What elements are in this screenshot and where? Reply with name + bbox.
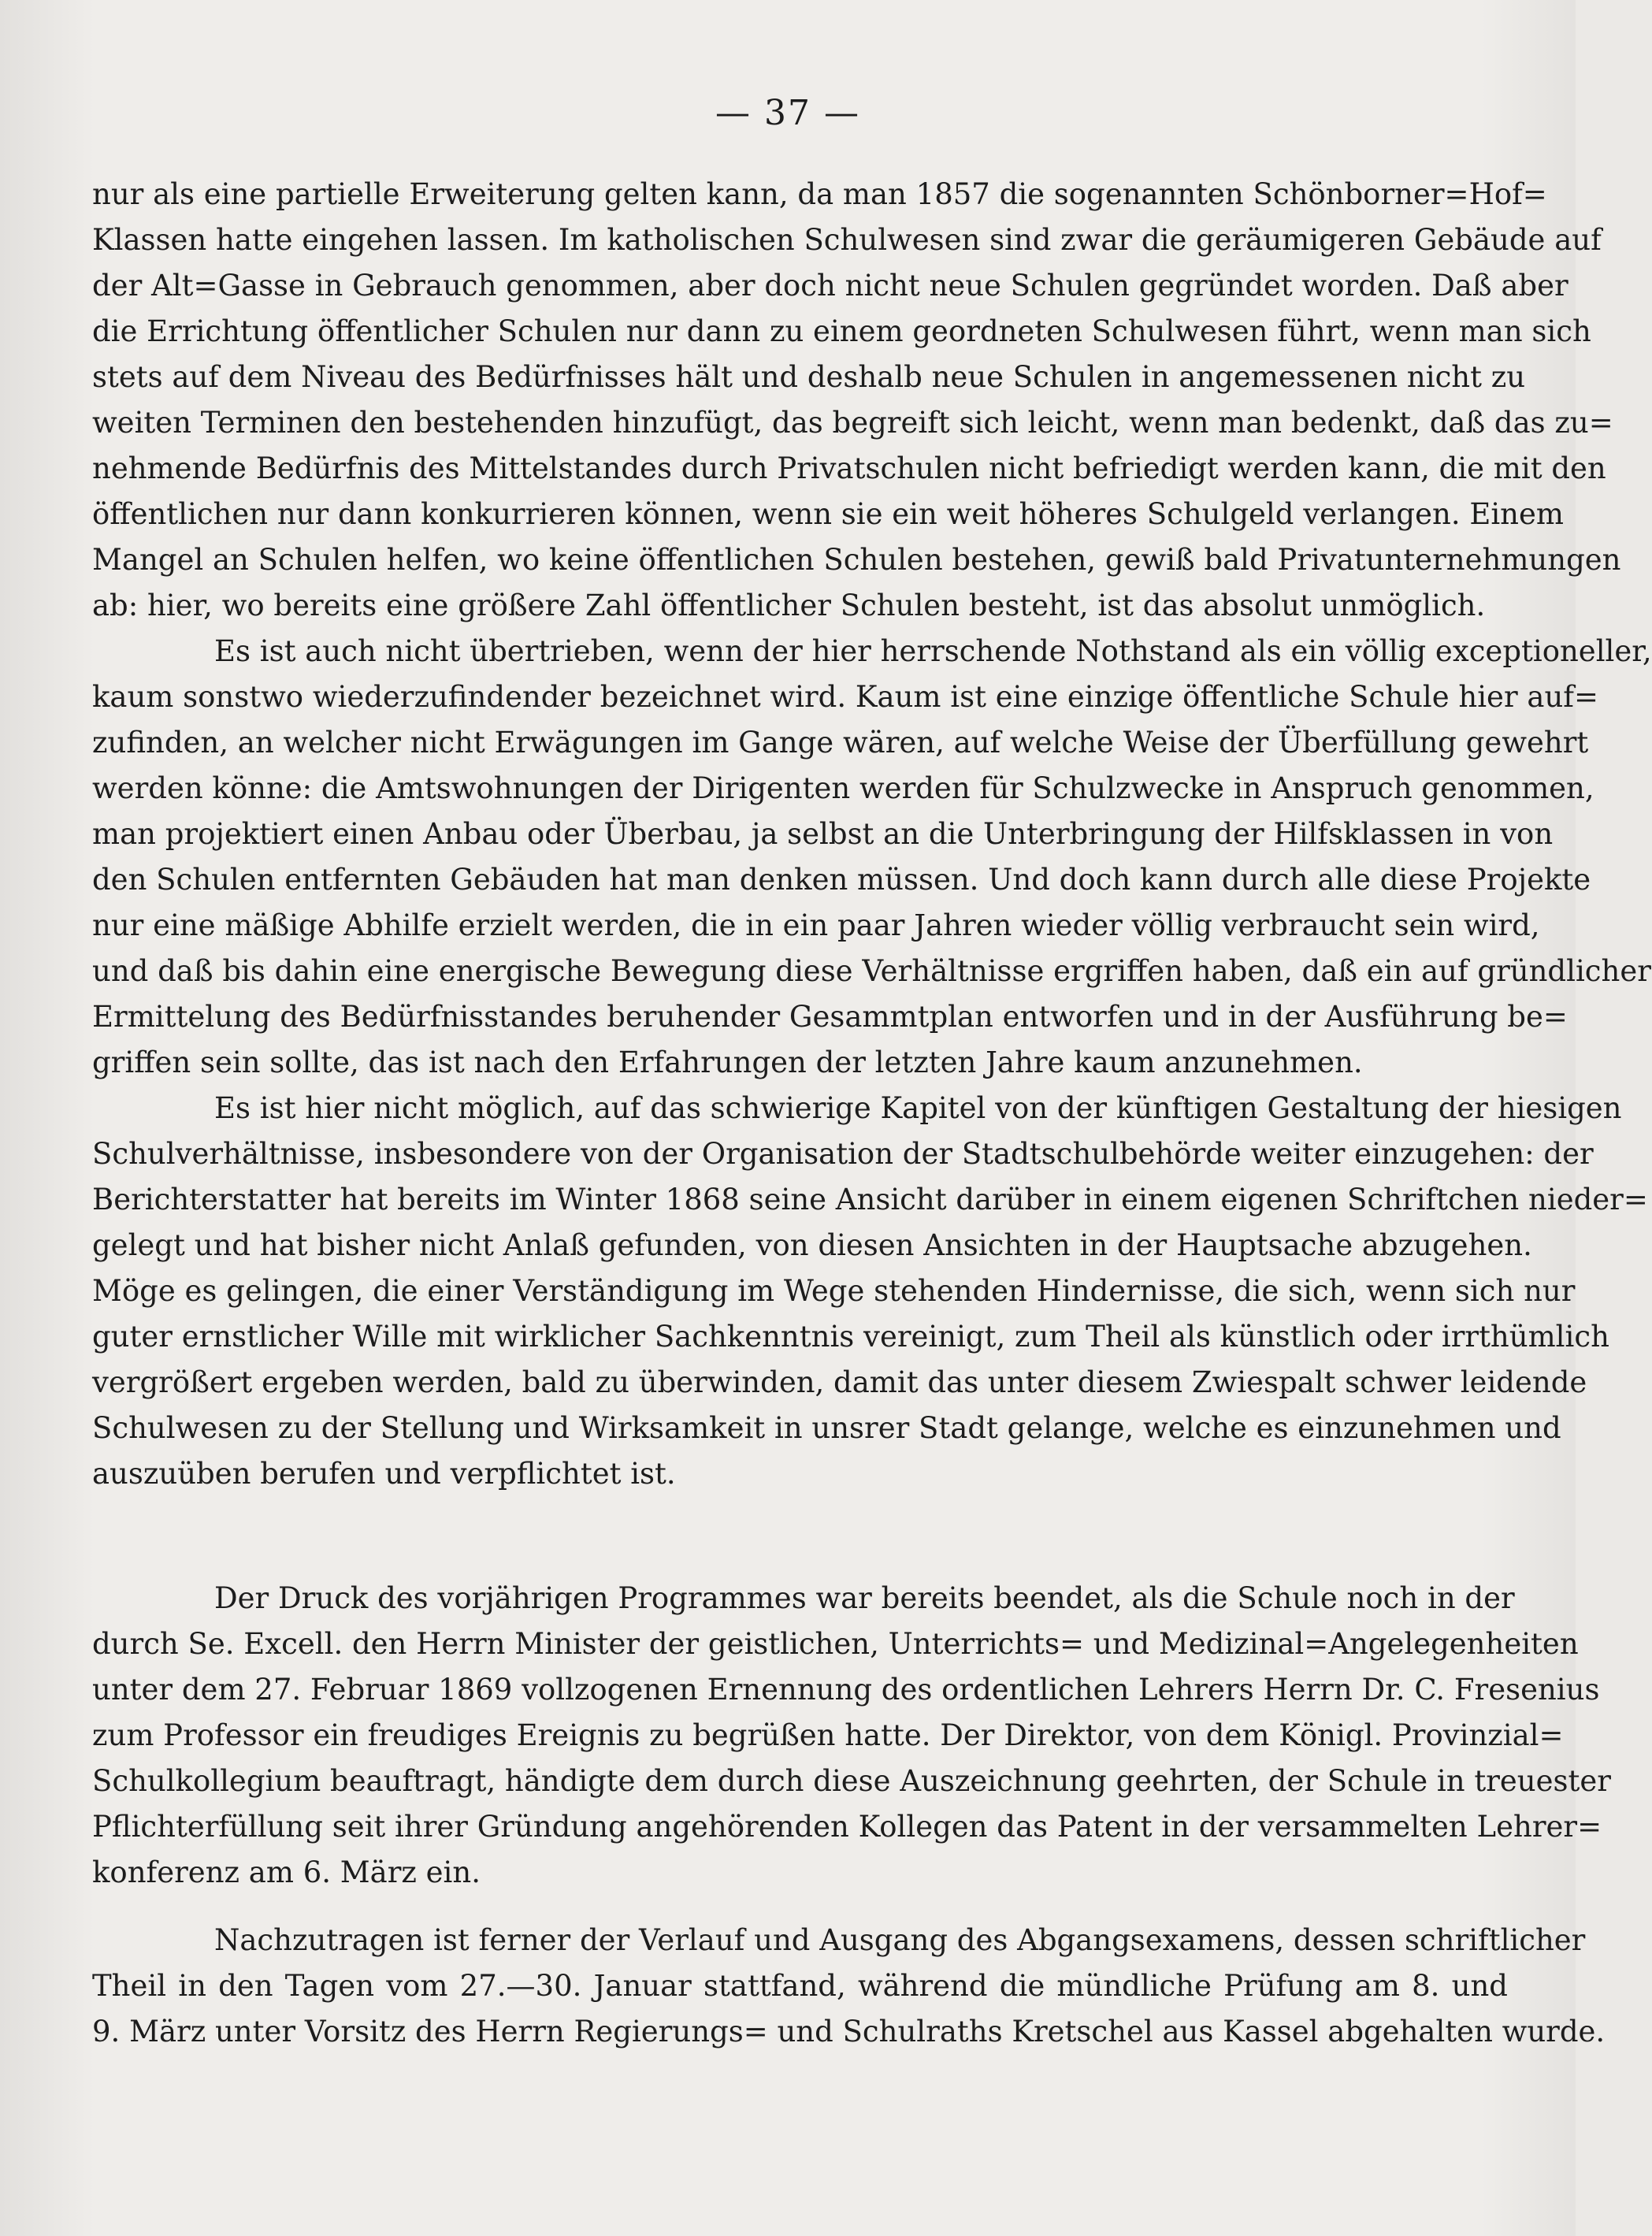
text-line: nehmende Bedürfnis des Mittelstandes durch Privatschulen nicht befriedigt werden kann, die mit den	[92, 451, 1606, 485]
section-spacer	[92, 1896, 1508, 1918]
text-line: Nachzutragen ist ferner der Verlauf und Ausgang des Abgangsexamens, dessen schriftlicher	[214, 1923, 1586, 1957]
text-line: Theil in den Tagen vom 27.—30. Januar stattfand, während die mündliche Prüfung am 8. und	[92, 1969, 1508, 2003]
text-line: Mangel an Schulen helfen, wo keine öffentlichen Schulen bestehen, gewiß bald Privatunternehmungen	[92, 543, 1621, 577]
text-line: Pflichterfüllung seit ihrer Gründung angehörenden Kollegen das Patent in der versammelten Lehrer=	[92, 1810, 1602, 1844]
text-line: Es ist hier nicht möglich, auf das schwierige Kapitel von der künftigen Gestaltung der hiesigen	[214, 1091, 1622, 1125]
text-line: zufinden, an welcher nicht Erwägungen im Gange wären, auf welche Weise der Überfüllung gewehrt	[92, 726, 1589, 760]
text-line: ab: hier, wo bereits eine größere Zahl öffentlicher Schulen besteht, ist das absolut unmöglich.	[92, 589, 1486, 622]
paragraph-1	[92, 172, 1621, 629]
text-line: nur eine mäßige Abhilfe erzielt werden, die in ein paar Jahren wieder völlig verbraucht sein wird,	[92, 908, 1540, 942]
text-line: konferenz am 6. März ein.	[92, 1855, 481, 1889]
text-line: unter dem 27. Februar 1869 vollzogenen Ernennung des ordentlichen Lehrers Herrn Dr. C. Fresenius	[92, 1673, 1600, 1707]
text-line: gelegt und hat bisher nicht Anlaß gefunden, von diesen Ansichten in der Hauptsache abzugehen.	[92, 1228, 1532, 1262]
text-line: man projektiert einen Anbau oder Überbau, ja selbst an die Unterbringung der Hilfsklassen in von	[92, 817, 1554, 851]
paragraph-2	[92, 629, 1652, 1086]
text-line: die Errichtung öffentlicher Schulen nur dann zu einem geordneten Schulwesen führt, wenn man sich	[92, 314, 1591, 348]
text-line: nur als eine partielle Erweiterung gelten kann, da man 1857 die sogenannten Schönborner=Hof=	[92, 177, 1547, 211]
text-line: Ermittelung des Bedürfnisstandes beruhender Gesammtplan entworfen und in der Ausführung be=	[92, 1000, 1568, 1034]
text-line: Möge es gelingen, die einer Verständigung im Wege stehenden Hindernisse, die sich, wenn sich nur	[92, 1274, 1576, 1308]
paragraph-3	[92, 1086, 1648, 1497]
page-body	[92, 172, 1652, 2055]
text-line: und daß bis dahin eine energische Bewegung diese Verhältnisse ergriffen haben, daß ein auf gründlicher	[92, 954, 1651, 988]
page-number: — 37 —	[715, 93, 860, 133]
text-line: Klassen hatte eingehen lassen. Im katholischen Schulwesen sind zwar die geräumigeren Gebäude auf	[92, 223, 1602, 257]
text-line: kaum sonstwo wiederzufindender bezeichnet wird. Kaum ist eine einzige öffentliche Schule hier auf=	[92, 680, 1598, 714]
text-line: durch Se. Excell. den Herrn Minister der geistlichen, Unterrichts= und Medizinal=Angelegenheiten	[92, 1627, 1579, 1661]
text-line: Schulverhältnisse, insbesondere von der Organisation der Stadtschulbehörde weiter einzugehen: der	[92, 1137, 1594, 1171]
text-line: vergrößert ergeben werden, bald zu überwinden, damit das unter diesem Zwiespalt schwer leidende	[92, 1365, 1587, 1399]
text-line: auszuüben berufen und verpflichtet ist.	[92, 1457, 676, 1491]
text-line: guter ernstlicher Wille mit wirklicher Sachkenntnis vereinigt, zum Theil als künstlich oder irrthümlich	[92, 1320, 1609, 1354]
section-spacer	[92, 1497, 1508, 1576]
text-line: öffentlichen nur dann konkurrieren können, wenn sie ein weit höheres Schulgeld verlangen. Einem	[92, 497, 1564, 531]
text-line: 9. März unter Vorsitz des Herrn Regierungs= und Schulraths Kretschel aus Kassel abgehalten wurde.	[92, 2015, 1606, 2048]
text-line: weiten Terminen den bestehenden hinzufügt, das begreift sich leicht, wenn man bedenkt, daß das zu=	[92, 406, 1613, 440]
text-line: Es ist auch nicht übertrieben, wenn der hier herrschende Nothstand als ein völlig exceptioneller,	[214, 634, 1652, 668]
text-line: griffen sein sollte, das ist nach den Erfahrungen der letzten Jahre kaum anzunehmen.	[92, 1046, 1363, 1079]
text-line: den Schulen entfernten Gebäuden hat man denken müssen. Und doch kann durch alle diese Projekte	[92, 863, 1591, 897]
text-line: stets auf dem Niveau des Bedürfnisses hält und deshalb neue Schulen in angemessenen nicht zu	[92, 360, 1526, 394]
text-line: Schulwesen zu der Stellung und Wirksamkeit in unsrer Stadt gelange, welche es einzunehmen und	[92, 1411, 1561, 1445]
text-line: Berichterstatter hat bereits im Winter 1868 seine Ansicht darüber in einem eigenen Schriftchen nieder=	[92, 1183, 1648, 1216]
text-line: Der Druck des vorjährigen Programmes war bereits beendet, als die Schule noch in der	[214, 1581, 1515, 1615]
text-line: Schulkollegium beauftragt, händigte dem durch diese Auszeichnung geehrten, der Schule in treuester	[92, 1764, 1611, 1798]
paragraph-4	[92, 1576, 1611, 1896]
text-line: werden könne: die Amtswohnungen der Dirigenten werden für Schulzwecke in Anspruch genommen,	[92, 771, 1594, 805]
text-line: der Alt=Gasse in Gebrauch genommen, aber doch nicht neue Schulen gegründet worden. Daß aber	[92, 269, 1568, 303]
text-line: zum Professor ein freudiges Ereignis zu begrüßen hatte. Der Direktor, von dem Königl. Provinzial=	[92, 1718, 1564, 1752]
paragraph-5	[92, 1918, 1606, 2055]
